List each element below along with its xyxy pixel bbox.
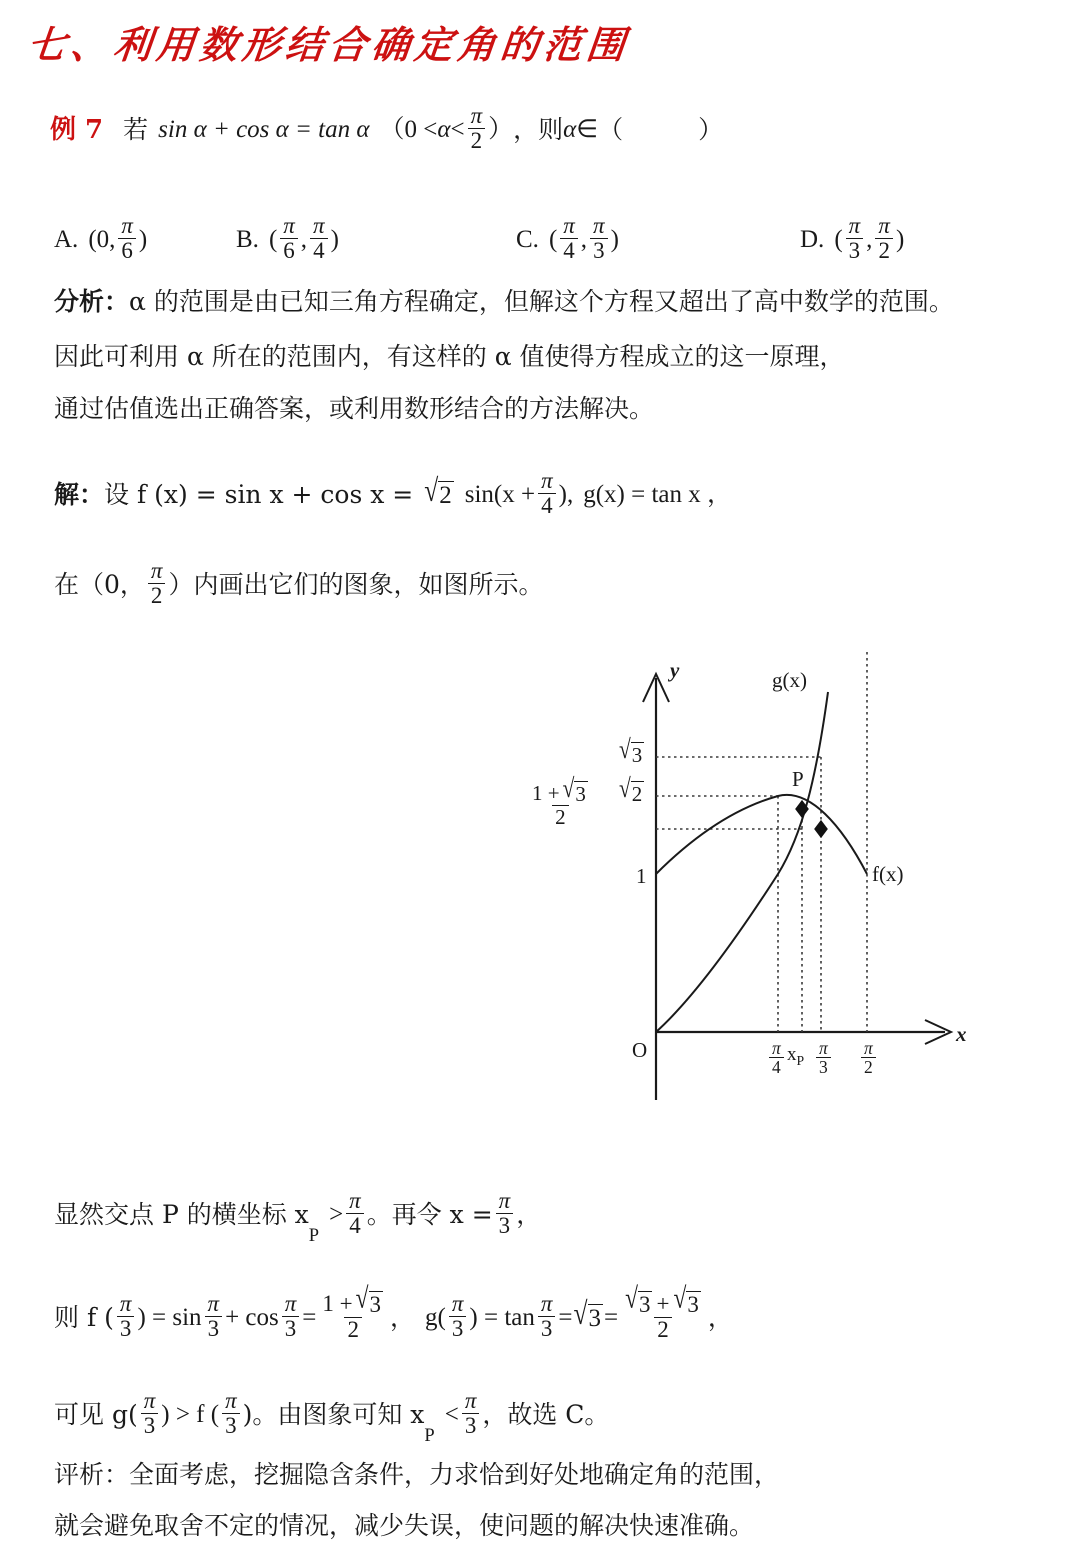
x-axis-label: x [956,1022,967,1046]
calc-g-result-fraction [621,1282,705,1343]
x-subscript-p-label: $x_P$ [787,1044,805,1068]
option-a [54,215,147,264]
fraction-denominator: 6 [118,238,136,263]
radical-sign: √ [355,1282,369,1316]
sqrt-3-radical-b [673,1282,700,1317]
fraction-numerator: π [119,1291,132,1316]
comment-text-1: 全面考虑，挖掘隐含条件，力求恰到好处地确定角的范围， [129,1460,780,1489]
fraction-numerator: π [498,1188,511,1213]
comment-label: 评析： [54,1460,130,1489]
problem-comma: ， [513,115,539,145]
solution-line-2 [54,560,543,609]
fraction-denominator: 2 [861,1057,876,1076]
fraction-numerator: π [464,1388,477,1413]
result-plus: + [656,1291,670,1316]
one-plus-sqrt3-over-2-fraction [529,773,592,830]
fraction-denominator: 3 [462,1413,480,1438]
sqrt-2-radical [424,471,454,509]
calc-g-equals: = [558,1304,573,1332]
fraction-numerator [529,773,592,806]
radical-sign: √ [625,1282,638,1316]
fraction-denominator: 4 [769,1057,784,1076]
example-problem-line [50,105,723,154]
option-c-fraction-2 [590,214,608,263]
section-title: 七、利用数形结合确定角的范围 [25,22,633,67]
calc-g-open: g( [425,1304,446,1332]
fraction-numerator: π [772,1038,781,1058]
radicand-text: 2 [631,782,643,806]
problem-equation: sin α + cos α = tan α [158,116,370,144]
fraction-denominator: 2 [654,1317,672,1342]
calc-g-equals-2: = [604,1304,619,1332]
conclusion-line [54,1388,610,1446]
problem-condition-open: （0 < [379,116,438,144]
radical-sign: √ [619,734,631,765]
fraction-denominator: 2 [552,805,569,828]
radicand: 3 [588,1304,601,1332]
fraction-denominator: 3 [141,1413,159,1438]
fraction-denominator: 2 [875,238,893,263]
problem-condition-fraction [468,104,486,153]
calc-g-argument-fraction [449,1292,467,1341]
x-tick-pi-over-2 [858,1040,879,1078]
calc-cos-fraction [282,1292,300,1341]
radicand: 3 [687,1292,699,1317]
option-a-fraction [118,214,136,263]
xp-statement-suffix: ， [516,1200,542,1230]
fraction-denominator: 4 [538,493,556,518]
calculation-line [54,1282,733,1343]
pi-over-4-fraction [769,1039,784,1077]
fraction-numerator: π [349,1188,361,1213]
sqrt-3-radical-a [625,1282,652,1317]
sqrt-3-radical [355,1282,383,1317]
option-a-close: ) [138,226,148,254]
option-b-fraction-1 [280,214,298,263]
origin-label: O [632,1038,648,1062]
fraction-denominator: 3 [449,1316,467,1341]
radical-sign: √ [573,1294,588,1331]
after-figure-line-1 [54,1188,542,1246]
example-label: 例 7 [50,114,104,145]
analysis-line-3: 通过估值选出正确答案，或利用数形结合的方法解决。 [54,394,655,423]
fraction-numerator: π [283,213,295,238]
analysis-text-1: α 的范围是由已知三角方程确定，但解这个方程又超出了高中数学的范围。 [129,287,954,316]
sqrt-3-radical [562,773,588,806]
curve-label-f: f(x) [872,862,904,886]
radicand: 3 [638,1292,651,1317]
fraction-numerator: π [540,1291,553,1316]
marker-point-f-pi-over-3 [815,821,827,837]
y-tick-one-plus-sqrt3-over-2 [526,773,595,830]
option-b [236,215,339,264]
solution-label: 解： [54,480,105,510]
radicand: 2 [439,481,452,509]
comment-line-2: 就会避免取舍不定的情况，减少失误，使问题的解决快速准确。 [54,1511,755,1540]
graph-svg [510,630,1010,1110]
option-a-open: (0, [88,226,116,254]
problem-condition-lt: < [450,116,465,144]
option-d-fraction-2 [875,214,893,263]
y-tick-sqrt3 [618,734,645,767]
radical-sign: √ [562,773,575,804]
fraction-numerator: π [150,558,163,583]
problem-condition-var: α [437,116,451,144]
sqrt-2-radical [619,773,644,806]
conclusion-less-than: < [444,1401,459,1429]
xp-statement-prefix: 显然交点 P 的横坐标 x [54,1200,309,1230]
solution-phase-fraction [538,469,556,518]
fraction-numerator: π [143,1388,156,1413]
option-b-close: ) [330,226,339,254]
calc-g-close: ) = tan [469,1304,535,1332]
fraction-numerator: π [313,213,325,238]
fraction-denominator: 3 [816,1057,831,1076]
option-c [516,215,619,264]
calc-plus-cos: + cos [225,1304,279,1332]
fraction-numerator: π [819,1038,828,1058]
option-d-fraction-1 [846,214,864,263]
analysis-line-2: 因此可利用 α 所在的范围内，有这样的 α 值使得方程成立的这一原理， [54,342,845,371]
x-tick-pi-over-3 [813,1040,834,1078]
conclusion-g-fraction [141,1389,159,1438]
fraction-denominator: 3 [222,1413,240,1438]
result-one-plus: 1 + [322,1291,353,1316]
fraction-numerator: π [541,468,553,493]
conclusion-xp-subscript: P [424,1425,435,1446]
fraction-denominator: 2 [344,1317,362,1342]
calc-f-result-fraction [319,1282,387,1343]
fraction-denominator: 2 [148,583,166,608]
problem-condition-close: ） [488,116,514,144]
fraction-numerator: π [225,1388,237,1413]
problem-belongs-var: α [563,116,577,144]
analysis-label: 分析： [54,287,130,316]
option-c-key: C. [516,226,539,254]
calc-then: 则 f ( [54,1303,114,1333]
option-c-fraction-1 [560,214,578,263]
fraction-denominator: 3 [846,238,864,263]
fraction-numerator [319,1282,387,1317]
curve-label-g: g(x) [772,668,807,692]
fraction-numerator: π [878,213,890,238]
calc-f-argument-fraction [117,1292,135,1341]
function-graph-figure [510,630,1010,1110]
numeral-one: 1 + [532,781,560,805]
option-c-open: ( [548,226,558,254]
option-d-comma: , [866,226,873,254]
fraction-denominator: 3 [538,1316,556,1341]
problem-then: 则 [538,115,564,145]
option-d [800,215,904,264]
solution-sin-close: ), [558,481,574,509]
problem-belongs-symbol: ∈ [576,116,599,144]
y-tick-one: 1 [636,864,647,888]
calc-f-close: ) = sin [137,1304,202,1332]
solution-line-1 [54,470,732,519]
option-a-key: A. [54,226,79,254]
pi-over-2-fraction [861,1039,876,1077]
draw-range-fraction [148,559,166,608]
calc-equals: = [302,1304,317,1332]
xp-subscript: P [308,1225,320,1246]
radicand: 3 [369,1292,382,1317]
conclusion-greater-than: ) > f ( [161,1401,220,1429]
option-b-open: ( [268,226,278,254]
fraction-numerator: π [121,213,133,238]
x-tick-xp [787,1044,804,1069]
curve-f-of-x [656,795,867,874]
option-d-open: ( [834,226,843,254]
analysis-line-1 [54,289,954,314]
fraction-numerator: π [593,213,605,238]
option-d-key: D. [800,226,825,254]
xp-statement-mid: 。再令 x = [366,1200,493,1230]
fraction-numerator: π [563,213,575,238]
fraction-numerator: π [207,1291,220,1316]
radical-sign: √ [424,471,439,508]
fraction-denominator: 3 [590,238,608,263]
option-c-close: ) [610,226,619,254]
problem-answer-blank: （ ） [598,115,724,145]
fraction-numerator: π [848,213,861,238]
conclusion-bound-fraction [462,1389,480,1438]
fraction-denominator: 3 [117,1316,135,1341]
conclusion-mid: )。由图象可知 x [242,1400,425,1430]
fraction-numerator: π [470,103,483,128]
fraction-denominator: 3 [496,1213,514,1238]
radical-sign: √ [619,773,631,804]
calc-sin-fraction [205,1292,223,1341]
fraction-denominator: 3 [282,1316,300,1341]
conclusion-prefix: 可见 g( [54,1400,138,1430]
xp-bound-fraction [346,1189,364,1238]
fraction-numerator: π [864,1038,873,1058]
x-substitution-fraction [496,1189,514,1238]
fraction-numerator: π [284,1291,297,1316]
fraction-denominator: 4 [310,238,328,263]
option-b-key: B. [236,226,259,254]
fraction-denominator: 4 [560,238,578,263]
solution-sin-open: sin(x + [464,481,536,509]
fraction-numerator [621,1282,705,1317]
fraction-denominator: 4 [346,1213,364,1238]
point-label-p: P [792,767,804,791]
pi-over-3-fraction [816,1039,831,1077]
xp-greater-than: > [329,1201,344,1229]
y-tick-sqrt2 [618,773,645,806]
fraction-numerator: π [451,1291,464,1316]
y-axis-label: y [670,658,680,682]
calc-sqrt-3-radical [573,1294,604,1332]
radicand-text: 3 [631,743,643,767]
option-c-comma: , [580,226,588,254]
calc-comma: ， [390,1303,416,1333]
calc-tan-fraction [538,1292,556,1341]
radical-sign: √ [673,1282,687,1316]
solution-set-text: 设 f (x) = sin x + cos x = [104,480,414,510]
option-b-fraction-2 [310,214,328,263]
sqrt-3-radical [619,734,644,767]
solution-g-definition: g(x) = tan x ， [583,481,733,509]
fraction-denominator: 6 [280,238,298,263]
draw-suffix: ）内画出它们的图象，如图所示。 [168,570,544,600]
conclusion-f-fraction [222,1389,240,1438]
fraction-denominator: 3 [205,1316,223,1341]
draw-prefix: 在（0， [54,570,145,600]
option-b-comma: , [300,226,308,254]
option-d-close: ) [895,226,905,254]
conclusion-suffix: ，故选 C。 [482,1400,610,1430]
comment-line-1 [54,1462,779,1487]
calc-end-comma: ， [707,1303,733,1333]
problem-lead: 若 [123,115,149,145]
radicand-text: 3 [575,782,586,806]
x-tick-pi-over-4 [766,1040,787,1078]
fraction-denominator: 2 [468,128,486,153]
